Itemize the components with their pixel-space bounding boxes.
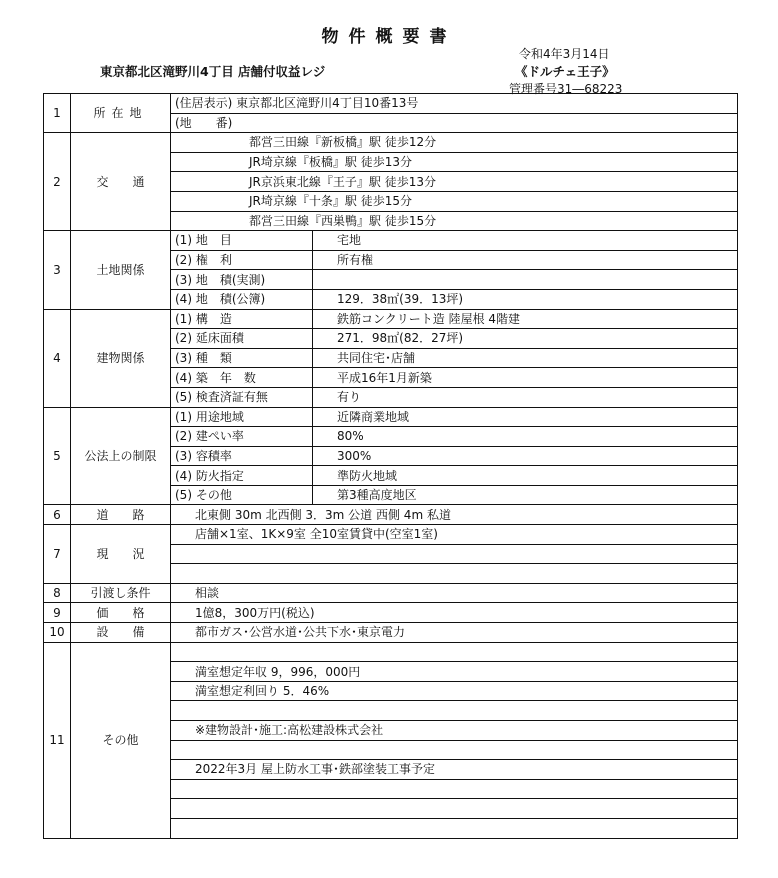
item-key: (5) 検査済証有無 xyxy=(171,387,313,407)
row-label: 所在地 xyxy=(71,94,171,133)
other-line: 満室想定利回り 5．46% xyxy=(171,681,738,701)
price-value: 1億8，300万円(税込) xyxy=(171,603,738,623)
row-number: 6 xyxy=(44,505,71,525)
item-value: 準防火地域 xyxy=(313,466,738,486)
other-line xyxy=(171,642,738,662)
row-number: 1 xyxy=(44,94,71,133)
handover-value: 相談 xyxy=(171,583,738,603)
row-number: 2 xyxy=(44,133,71,231)
item-key: (2) 権 利 xyxy=(171,250,313,270)
row-number: 11 xyxy=(44,642,71,838)
row-number: 5 xyxy=(44,407,71,505)
item-value: 有り xyxy=(313,387,738,407)
item-key: (4) 築 年 数 xyxy=(171,368,313,388)
table-row xyxy=(44,309,738,329)
item-key: (1) 構 造 xyxy=(171,309,313,329)
transit-line: JR京浜東北線『王子』駅 徒歩13分 xyxy=(171,172,738,192)
row-label: 道 路 xyxy=(71,505,171,525)
other-line xyxy=(171,740,738,760)
row-label: 設 備 xyxy=(71,623,171,643)
row-number: 10 xyxy=(44,623,71,643)
table-row xyxy=(44,231,738,251)
row-number: 3 xyxy=(44,231,71,309)
other-line xyxy=(171,818,738,838)
address-residence: (住居表示) 東京都北区滝野川4丁目10番13号 xyxy=(171,94,738,114)
item-value: 所有権 xyxy=(313,250,738,270)
row-label: 交 通 xyxy=(71,133,171,231)
item-value xyxy=(313,270,738,290)
item-key: (3) 容積率 xyxy=(171,446,313,466)
item-key: (3) 種 類 xyxy=(171,348,313,368)
table-row xyxy=(44,642,738,662)
row-label: 引渡し条件 xyxy=(71,583,171,603)
row-label: 公法上の制限 xyxy=(71,407,171,505)
item-value: 80% xyxy=(313,427,738,447)
item-value: 共同住宅･店舗 xyxy=(313,348,738,368)
other-line xyxy=(171,779,738,799)
status-value: 店舗×1室、1K×9室 全10室賃貸中(空室1室) xyxy=(171,525,738,545)
item-key: (1) 地 目 xyxy=(171,231,313,251)
table-row xyxy=(44,407,738,427)
row-label: 土地関係 xyxy=(71,231,171,309)
item-key: (4) 防火指定 xyxy=(171,466,313,486)
document-title: 物件概要書 xyxy=(321,27,457,47)
empty-cell xyxy=(171,564,738,584)
item-key: (2) 延床面積 xyxy=(171,329,313,349)
address-lot: (地 番) xyxy=(171,113,738,133)
item-value: 鉄筋コンクリート造 陸屋根 4階建 xyxy=(313,309,738,329)
row-label: 価 格 xyxy=(71,603,171,623)
row-number: 7 xyxy=(44,525,71,584)
empty-cell xyxy=(171,544,738,564)
row-label: 建物関係 xyxy=(71,309,171,407)
table-row xyxy=(44,505,738,525)
item-key: (3) 地 積(実測) xyxy=(171,270,313,290)
item-key: (1) 用途地域 xyxy=(171,407,313,427)
other-line xyxy=(171,799,738,819)
item-value: 第3種高度地区 xyxy=(313,485,738,505)
item-key: (5) その他 xyxy=(171,485,313,505)
row-number: 9 xyxy=(44,603,71,623)
item-key: (2) 建ぺい率 xyxy=(171,427,313,447)
facilities-value: 都市ガス･公営水道･公共下水･東京電力 xyxy=(171,623,738,643)
item-value: 平成16年1月新築 xyxy=(313,368,738,388)
management-number: 管理番号31―68223 xyxy=(509,82,623,96)
item-value: 129．38㎡(39．13坪) xyxy=(313,289,738,309)
item-value: 宅地 xyxy=(313,231,738,251)
document-date: 令和4年3月14日 xyxy=(519,47,610,61)
table-row xyxy=(44,603,738,623)
property-name: 《ドルチェ王子》 xyxy=(515,64,615,79)
other-line: 2022年3月 屋上防水工事･鉄部塗装工事予定 xyxy=(171,760,738,780)
row-label: その他 xyxy=(71,642,171,838)
transit-line: 都営三田線『新板橋』駅 徒歩12分 xyxy=(171,133,738,153)
table-row xyxy=(44,94,738,114)
row-number: 4 xyxy=(44,309,71,407)
transit-line: JR埼京線『板橋』駅 徒歩13分 xyxy=(171,152,738,172)
table-row xyxy=(44,133,738,153)
other-line: 満室想定年収 9，996，000円 xyxy=(171,662,738,682)
other-line: ※建物設計･施工:高松建設株式会社 xyxy=(171,721,738,741)
item-value: 300% xyxy=(313,446,738,466)
item-value: 近隣商業地域 xyxy=(313,407,738,427)
item-value: 271．98㎡(82．27坪) xyxy=(313,329,738,349)
transit-line: JR埼京線『十条』駅 徒歩15分 xyxy=(171,191,738,211)
table-row xyxy=(44,583,738,603)
row-number: 8 xyxy=(44,583,71,603)
table-row xyxy=(44,623,738,643)
transit-line: 都営三田線『西巣鴨』駅 徒歩15分 xyxy=(171,211,738,231)
item-key: (4) 地 積(公簿) xyxy=(171,289,313,309)
row-label: 現 況 xyxy=(71,525,171,584)
table-row xyxy=(44,525,738,545)
property-heading: 東京都北区滝野川4丁目 店舗付収益レジ xyxy=(100,64,326,79)
other-line xyxy=(171,701,738,721)
property-summary-table xyxy=(43,93,738,839)
road-value: 北東側 30m 北西側 3．3m 公道 西側 4m 私道 xyxy=(171,505,738,525)
